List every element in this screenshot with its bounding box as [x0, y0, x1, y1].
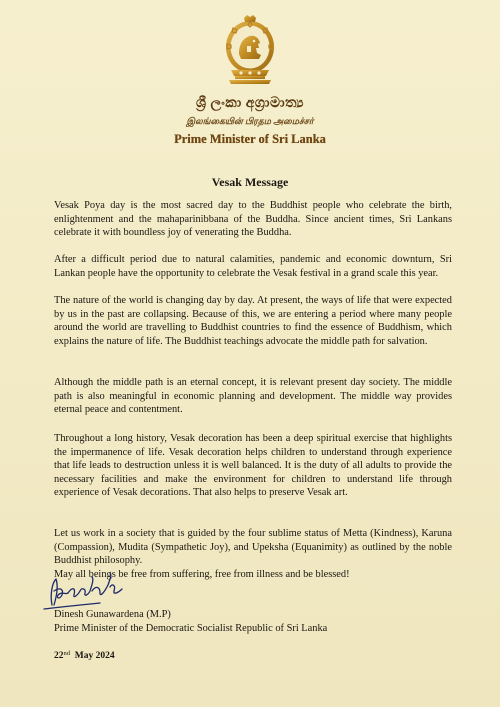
letterhead-sinhala: ශ්‍රී ලංකා අග්‍රාමාත්‍ය	[196, 96, 304, 111]
paragraph-3: The nature of the world is changing day by day. At present, the ways of life that were expected by us in the past are collapsing. Because of this, we are entering a period where many people around the world are travelling to Buddhist countries to find the essence of Buddhism, which explains the nature of life. The Buddhist teachings advocate the middle path for salvation.	[54, 295, 452, 347]
letterhead-tamil: இலங்கையின் பிரதம அமைச்சர்	[186, 116, 314, 126]
paragraph-4: Although the middle path is an eternal concept, it is relevant present day society. The middle path is also meaningful in economic planning and development. The middle way provides eternal peace and contentment.	[54, 377, 452, 416]
paragraph-5: Throughout a long history, Vesak decoration has been a deep spiritual exercise that highlights the impermanence of life. Vesak decoration helps children to understand through experience that life leads to destruction unless it is well balanced. It is the duty of all adults to provide the necessary facilities and make the environment for children to understand life through experience of Vesak decorations. That also helps to preserve Vesak art.	[54, 433, 452, 499]
paragraph-2: After a difficult period due to natural calamities, pandemic and economic downturn, Sri Lankan people have the opportunity to celebrate the Vesak festival in a grand scale this year.	[54, 254, 452, 279]
message-title: Vesak Message	[211, 175, 289, 189]
signatory-title: Prime Minister of the Democratic Socialist Republic of Sri Lanka	[54, 623, 328, 634]
date-day: 22	[54, 651, 64, 661]
paragraph-1: Vesak Poya day is the most sacred day to the Buddhist people who celebrate the birth, enlightenment and the mahaparinibbana of the Buddha. Since ancient times, Sri Lankans celebrate it with boundless joy of venerating the Buddha.	[54, 200, 452, 239]
date-day-suffix: nd	[63, 650, 70, 657]
paragraph-7: May all beings be free from suffering, free from illness and be blessed!	[54, 569, 350, 580]
signatory-name: Dinesh Gunawardena (M.P)	[54, 609, 171, 620]
letter-date	[54, 650, 115, 661]
paragraph-6: Let us work in a society that is guided by the four sublime status of Metta (Kindness), Karuna (Compassion), Mudita (Sympathetic Joy), and Upeksha (Equanimity) as outlined by the noble Buddhist philosophy.	[54, 528, 452, 567]
sri-lanka-national-emblem-icon	[221, 14, 279, 86]
date-month-year: May 2024	[74, 651, 115, 661]
letterhead-english: Prime Minister of Sri Lanka	[174, 132, 326, 146]
